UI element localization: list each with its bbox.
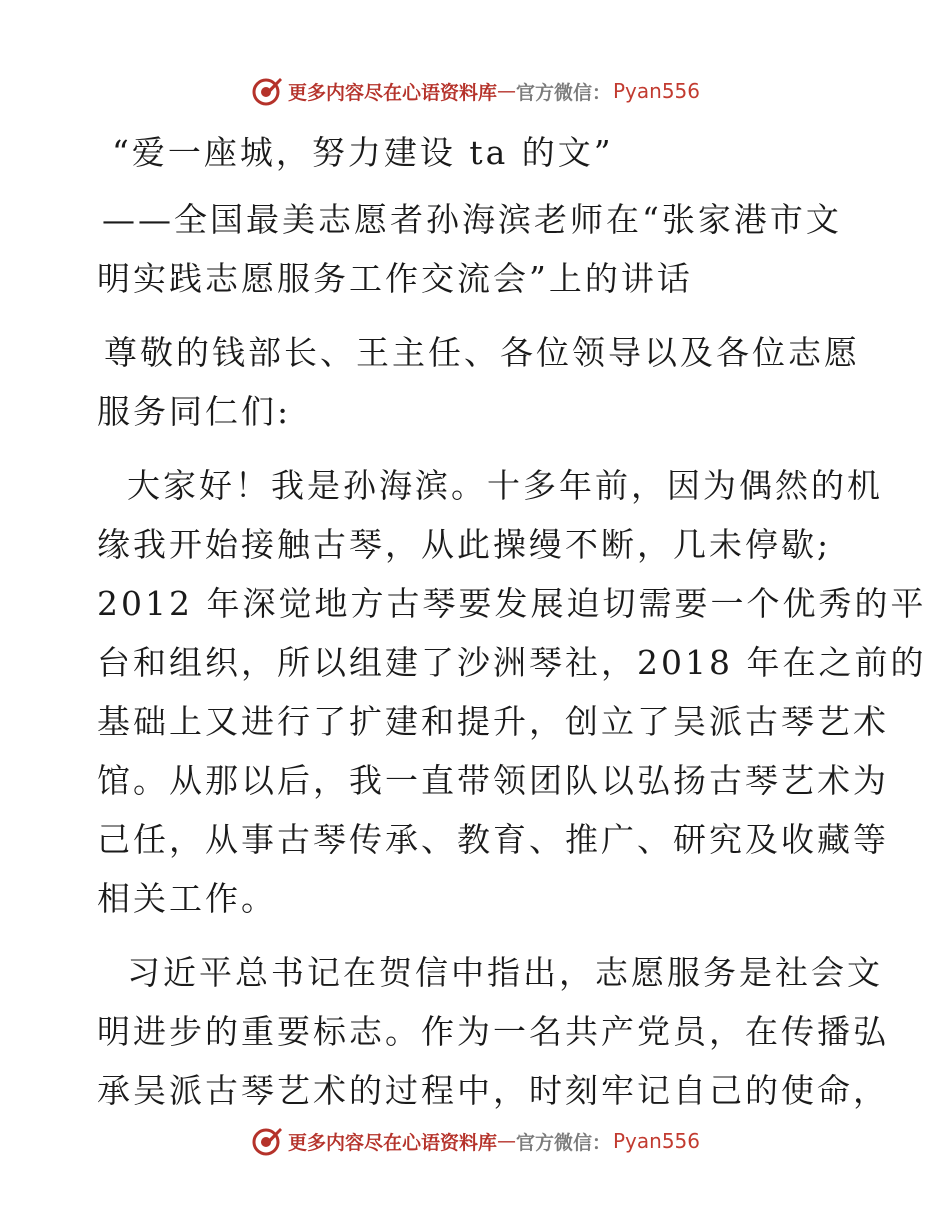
paragraph1-line-3: 2012 年深觉地方古琴要发展迫切需要一个优秀的平 bbox=[97, 584, 927, 623]
watermark-site-text: 更多内容尽在心语资料库 bbox=[287, 81, 497, 104]
paragraph1-line-2: 缘我开始接触古琴，从此操缦不断，几未停歇; bbox=[97, 525, 832, 564]
quill-logo-icon bbox=[250, 74, 284, 108]
quill-logo-icon bbox=[250, 1124, 284, 1158]
subtitle-line-2: 明实践志愿服务工作交流会”上的讲话 bbox=[97, 259, 693, 298]
paragraph2-line-2: 明进步的重要标志。作为一名共产党员，在传播弘 bbox=[97, 1012, 889, 1051]
watermark-wechat-label: 官方微信： bbox=[515, 1131, 611, 1154]
subtitle-line-1: ——全国最美志愿者孙海滨老师在“张家港市文 bbox=[102, 200, 842, 239]
paragraph1-line-5: 基础上又进行了扩建和提升，创立了吴派古琴艺术 bbox=[97, 702, 889, 741]
paragraph1-line-8: 相关工作。 bbox=[97, 879, 277, 918]
paragraph1-line-1: 大家好！我是孙海滨。十多年前，因为偶然的机 bbox=[127, 466, 883, 505]
paragraph2-line-1: 习近平总书记在贺信中指出，志愿服务是社会文 bbox=[127, 953, 883, 992]
watermark-dash: — bbox=[496, 80, 516, 102]
watermark-wechat-id: Pyan556 bbox=[613, 1129, 701, 1153]
paragraph1-line-6: 馆。从那以后，我一直带领团队以弘扬古琴艺术为 bbox=[97, 761, 889, 800]
watermark-dash: — bbox=[496, 1130, 516, 1152]
paragraph1-line-4: 台和组织，所以组建了沙洲琴社，2018 年在之前的 bbox=[97, 643, 927, 682]
salutation-line-2: 服务同仁们: bbox=[97, 392, 292, 431]
paragraph2-line-3: 承吴派古琴艺术的过程中，时刻牢记自己的使命， bbox=[97, 1071, 889, 1110]
header-watermark bbox=[0, 71, 950, 111]
salutation-line-1: 尊敬的钱部长、王主任、各位领导以及各位志愿 bbox=[104, 333, 860, 372]
watermark-wechat-label: 官方微信： bbox=[515, 81, 611, 104]
watermark-site-text: 更多内容尽在心语资料库 bbox=[287, 1131, 497, 1154]
document-title: “爱一座城，努力建设 ta 的文” bbox=[112, 133, 614, 172]
watermark-wechat-id: Pyan556 bbox=[613, 79, 701, 103]
paragraph1-line-7: 己任，从事古琴传承、教育、推广、研究及收藏等 bbox=[97, 820, 889, 859]
footer-watermark bbox=[0, 1121, 950, 1161]
